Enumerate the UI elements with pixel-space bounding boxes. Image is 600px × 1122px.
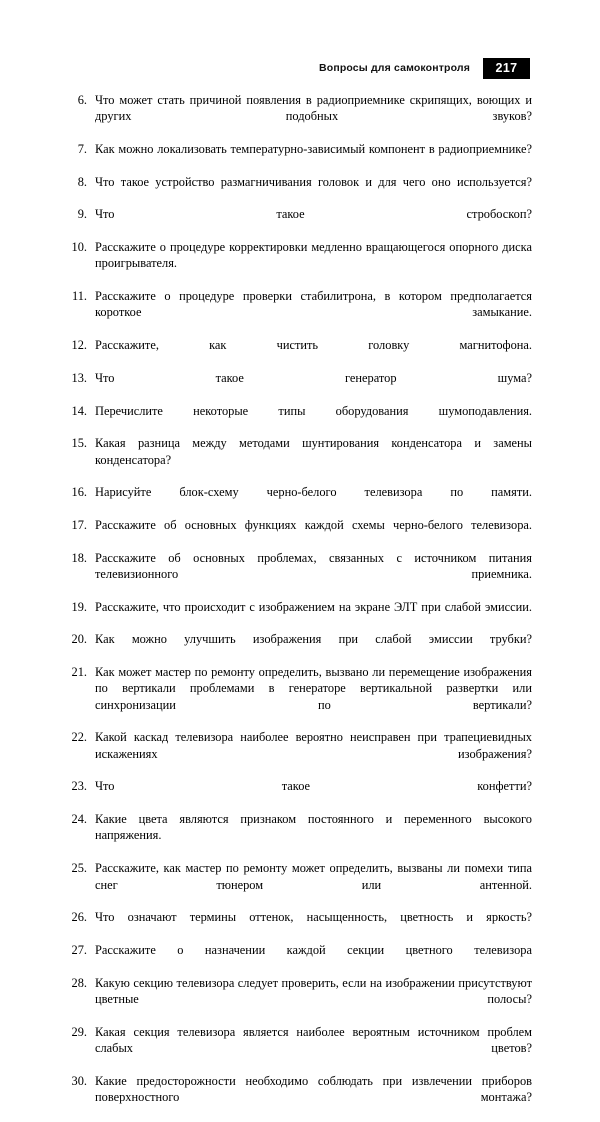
question-number: 11. <box>71 289 87 304</box>
question-number: 7. <box>77 142 87 157</box>
question-text: Как можно улучшить изображения при слабой эмиссии трубки? <box>95 632 532 647</box>
question-text: Что такое конфетти? <box>95 779 532 794</box>
question-text: Какие цвета являются признаком постоянного и переменного высокого напряжения. <box>95 812 532 843</box>
question-number: 14. <box>71 403 87 418</box>
question-item <box>70 288 532 337</box>
question-item <box>70 778 532 811</box>
question-text: Что такое устройство размагничивания головок и для чего оно используется? <box>95 174 532 189</box>
question-text: Расскажите об основных проблемах, связанных с источником питания телевизионного приемника. <box>95 550 532 581</box>
question-text: Как может мастер по ремонту определить, вызвано ли перемещение изображения по вертикали проблемами в генераторе вертикальной развертки или синхронизации по вертикали? <box>95 665 532 712</box>
question-number: 28. <box>71 975 87 990</box>
question-item <box>70 92 532 141</box>
question-text: Что такое стробоскоп? <box>95 207 532 222</box>
question-item <box>70 599 532 632</box>
question-item <box>70 909 532 942</box>
question-item <box>70 403 532 436</box>
question-number: 24. <box>71 812 87 827</box>
question-item <box>70 860 532 909</box>
question-number: 15. <box>71 436 87 451</box>
question-number: 20. <box>71 632 87 647</box>
question-text: Расскажите о процедуре корректировки медленно вращающегося опорного диска проигрывателя. <box>95 240 532 271</box>
running-header <box>70 56 530 80</box>
question-number: 26. <box>71 910 87 925</box>
question-number: 16. <box>71 485 87 500</box>
question-text: Какие предосторожности необходимо соблюдать при извлечении приборов поверхностного монтажа? <box>95 1073 532 1104</box>
question-text: Расскажите, как чистить головку магнитофона. <box>95 338 532 353</box>
page-number-badge: 217 <box>483 58 530 79</box>
question-list <box>70 92 532 1122</box>
question-item <box>70 631 532 664</box>
question-number: 19. <box>71 599 87 614</box>
question-item <box>70 975 532 1024</box>
question-item <box>70 729 532 778</box>
question-item <box>70 239 532 288</box>
question-text: Расскажите о процедуре проверки стабилитрона, в котором предполагается короткое замыкание. <box>95 289 532 320</box>
question-number: 25. <box>71 861 87 876</box>
question-number: 10. <box>71 240 87 255</box>
question-text: Что означают термины оттенок, насыщенность, цветность и яркость? <box>95 910 532 925</box>
question-text: Нарисуйте блок-схему черно-белого телевизора по памяти. <box>95 485 532 500</box>
question-text: Как можно локализовать температурно-зависимый компонент в радиоприемнике? <box>95 142 532 157</box>
question-item <box>70 206 532 239</box>
question-item <box>70 664 532 729</box>
question-text: Какая секция телевизора является наиболее вероятным источником проблем слабых цветов? <box>95 1024 532 1055</box>
question-text: Что такое генератор шума? <box>95 370 532 385</box>
question-number: 8. <box>77 174 87 189</box>
question-text: Расскажите об основных функциях каждой схемы черно-белого телевизора. <box>95 517 532 532</box>
question-text: Какой каскад телевизора наиболее вероятно неисправен при трапециевидных искажениях изображения? <box>95 730 532 761</box>
question-number: 23. <box>71 779 87 794</box>
question-number: 21. <box>71 665 87 680</box>
question-number: 17. <box>71 517 87 532</box>
question-text: Расскажите, что происходит с изображением на экране ЭЛТ при слабой эмиссии. <box>95 599 532 614</box>
question-item <box>70 811 532 860</box>
question-text: Перечислите некоторые типы оборудования шумоподавления. <box>95 403 532 418</box>
question-item <box>70 337 532 370</box>
question-text: Расскажите о назначении каждой секции цветного телевизора <box>95 942 532 957</box>
question-item <box>70 174 532 207</box>
question-item <box>70 435 532 484</box>
question-text: Какая разница между методами шунтирования конденсатора и замены конденсатора? <box>95 436 532 467</box>
question-item <box>70 1073 532 1122</box>
question-text: Какую секцию телевизора следует проверить, если на изображении присутствуют цветные полосы? <box>95 975 532 1006</box>
question-item <box>70 484 532 517</box>
question-text: Что может стать причиной появления в радиоприемнике скрипящих, воющих и других подобных звуков? <box>95 93 532 124</box>
question-item <box>70 550 532 599</box>
question-item <box>70 942 532 975</box>
question-number: 9. <box>77 207 87 222</box>
question-item <box>70 1024 532 1073</box>
question-number: 12. <box>71 338 87 353</box>
header-title: Вопросы для самоконтроля <box>319 61 470 74</box>
question-number: 6. <box>77 93 87 107</box>
question-number: 29. <box>71 1024 87 1039</box>
question-number: 18. <box>71 550 87 565</box>
question-number: 30. <box>71 1073 87 1088</box>
question-item <box>70 517 532 550</box>
question-number: 27. <box>71 942 87 957</box>
question-item <box>70 141 532 174</box>
question-text: Расскажите, как мастер по ремонту может определить, вызваны ли помехи типа снег тюнером или антенной. <box>95 861 532 892</box>
question-number: 13. <box>71 370 87 385</box>
question-number: 22. <box>71 730 87 745</box>
question-item <box>70 370 532 403</box>
